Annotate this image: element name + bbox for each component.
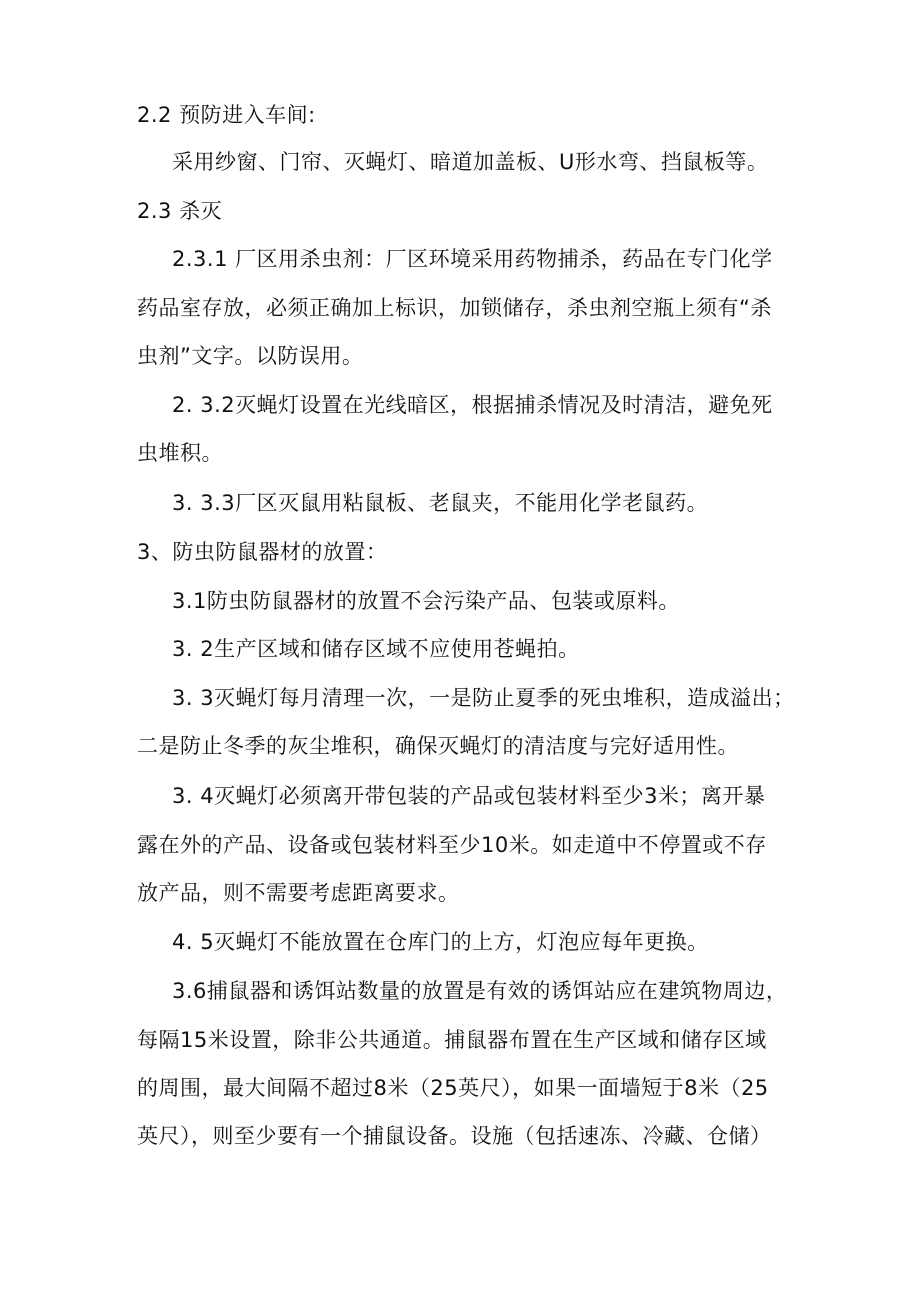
paragraph-line: 2. 3.2灭蝇灯设置在光线暗区，根据捕杀情况及时清洁，避免死	[172, 393, 773, 417]
paragraph-line: 3. 2生产区域和储存区域不应使用苍蝇拍。	[172, 637, 580, 661]
paragraph-line: 二是防止冬季的灰尘堆积，确保灭蝇灯的清洁度与完好适用性。	[137, 734, 739, 758]
section-heading-3: 3、防虫防鼠器材的放置：	[137, 540, 388, 564]
paragraph-line: 虫堆积。	[137, 441, 223, 465]
paragraph-line: 2.3.1 厂区用杀虫剂：厂区环境采用药物捕杀，药品在专门化学	[172, 247, 773, 271]
paragraph-line: 的周围，最大间隔不超过8米（25英尺），如果一面墙短于8米（25	[137, 1076, 769, 1100]
paragraph-line: 3. 3.3厂区灭鼠用粘鼠板、老鼠夹，不能用化学老鼠药。	[172, 491, 709, 515]
paragraph-line: 3. 4灭蝇灯必须离开带包装的产品或包装材料至少3米；离开暴	[172, 784, 766, 808]
paragraph-line: 虫剂”文字。以防误用。	[137, 344, 364, 368]
paragraph-line: 4. 5灭蝇灯不能放置在仓库门的上方，灯泡应每年更换。	[172, 930, 709, 954]
paragraph-line: 3.6捕鼠器和诱饵站数量的放置是有效的诱饵站应在建筑物周边，	[172, 979, 788, 1003]
paragraph-line: 每隔15米设置，除非公共通道。捕鼠器布置在生产区域和储存区域	[137, 1028, 767, 1052]
paragraph-line: 采用纱窗、门帘、灭蝇灯、暗道加盖板、U形水弯、挡鼠板等。	[172, 150, 769, 174]
section-heading-2-2: 2.2 预防进入车间:	[137, 103, 316, 127]
paragraph-line: 3. 3灭蝇灯每月清理一次，一是防止夏季的死虫堆积，造成溢出；	[172, 686, 795, 710]
paragraph-line: 英尺），则至少要有一个捕鼠设备。设施（包括速冻、冷藏、仓储）	[137, 1124, 772, 1148]
paragraph-line: 3.1防虫防鼠器材的放置不会污染产品、包装或原料。	[172, 589, 680, 613]
paragraph-line: 药品室存放，必须正确加上标识，加锁储存，杀虫剂空瓶上须有“杀	[137, 296, 772, 320]
paragraph-line: 露在外的产品、设备或包装材料至少10米。如走道中不停置或不存	[137, 833, 767, 857]
paragraph-line: 放产品，则不需要考虑距离要求。	[137, 881, 460, 905]
section-heading-2-3: 2.3 杀灭	[137, 199, 223, 223]
